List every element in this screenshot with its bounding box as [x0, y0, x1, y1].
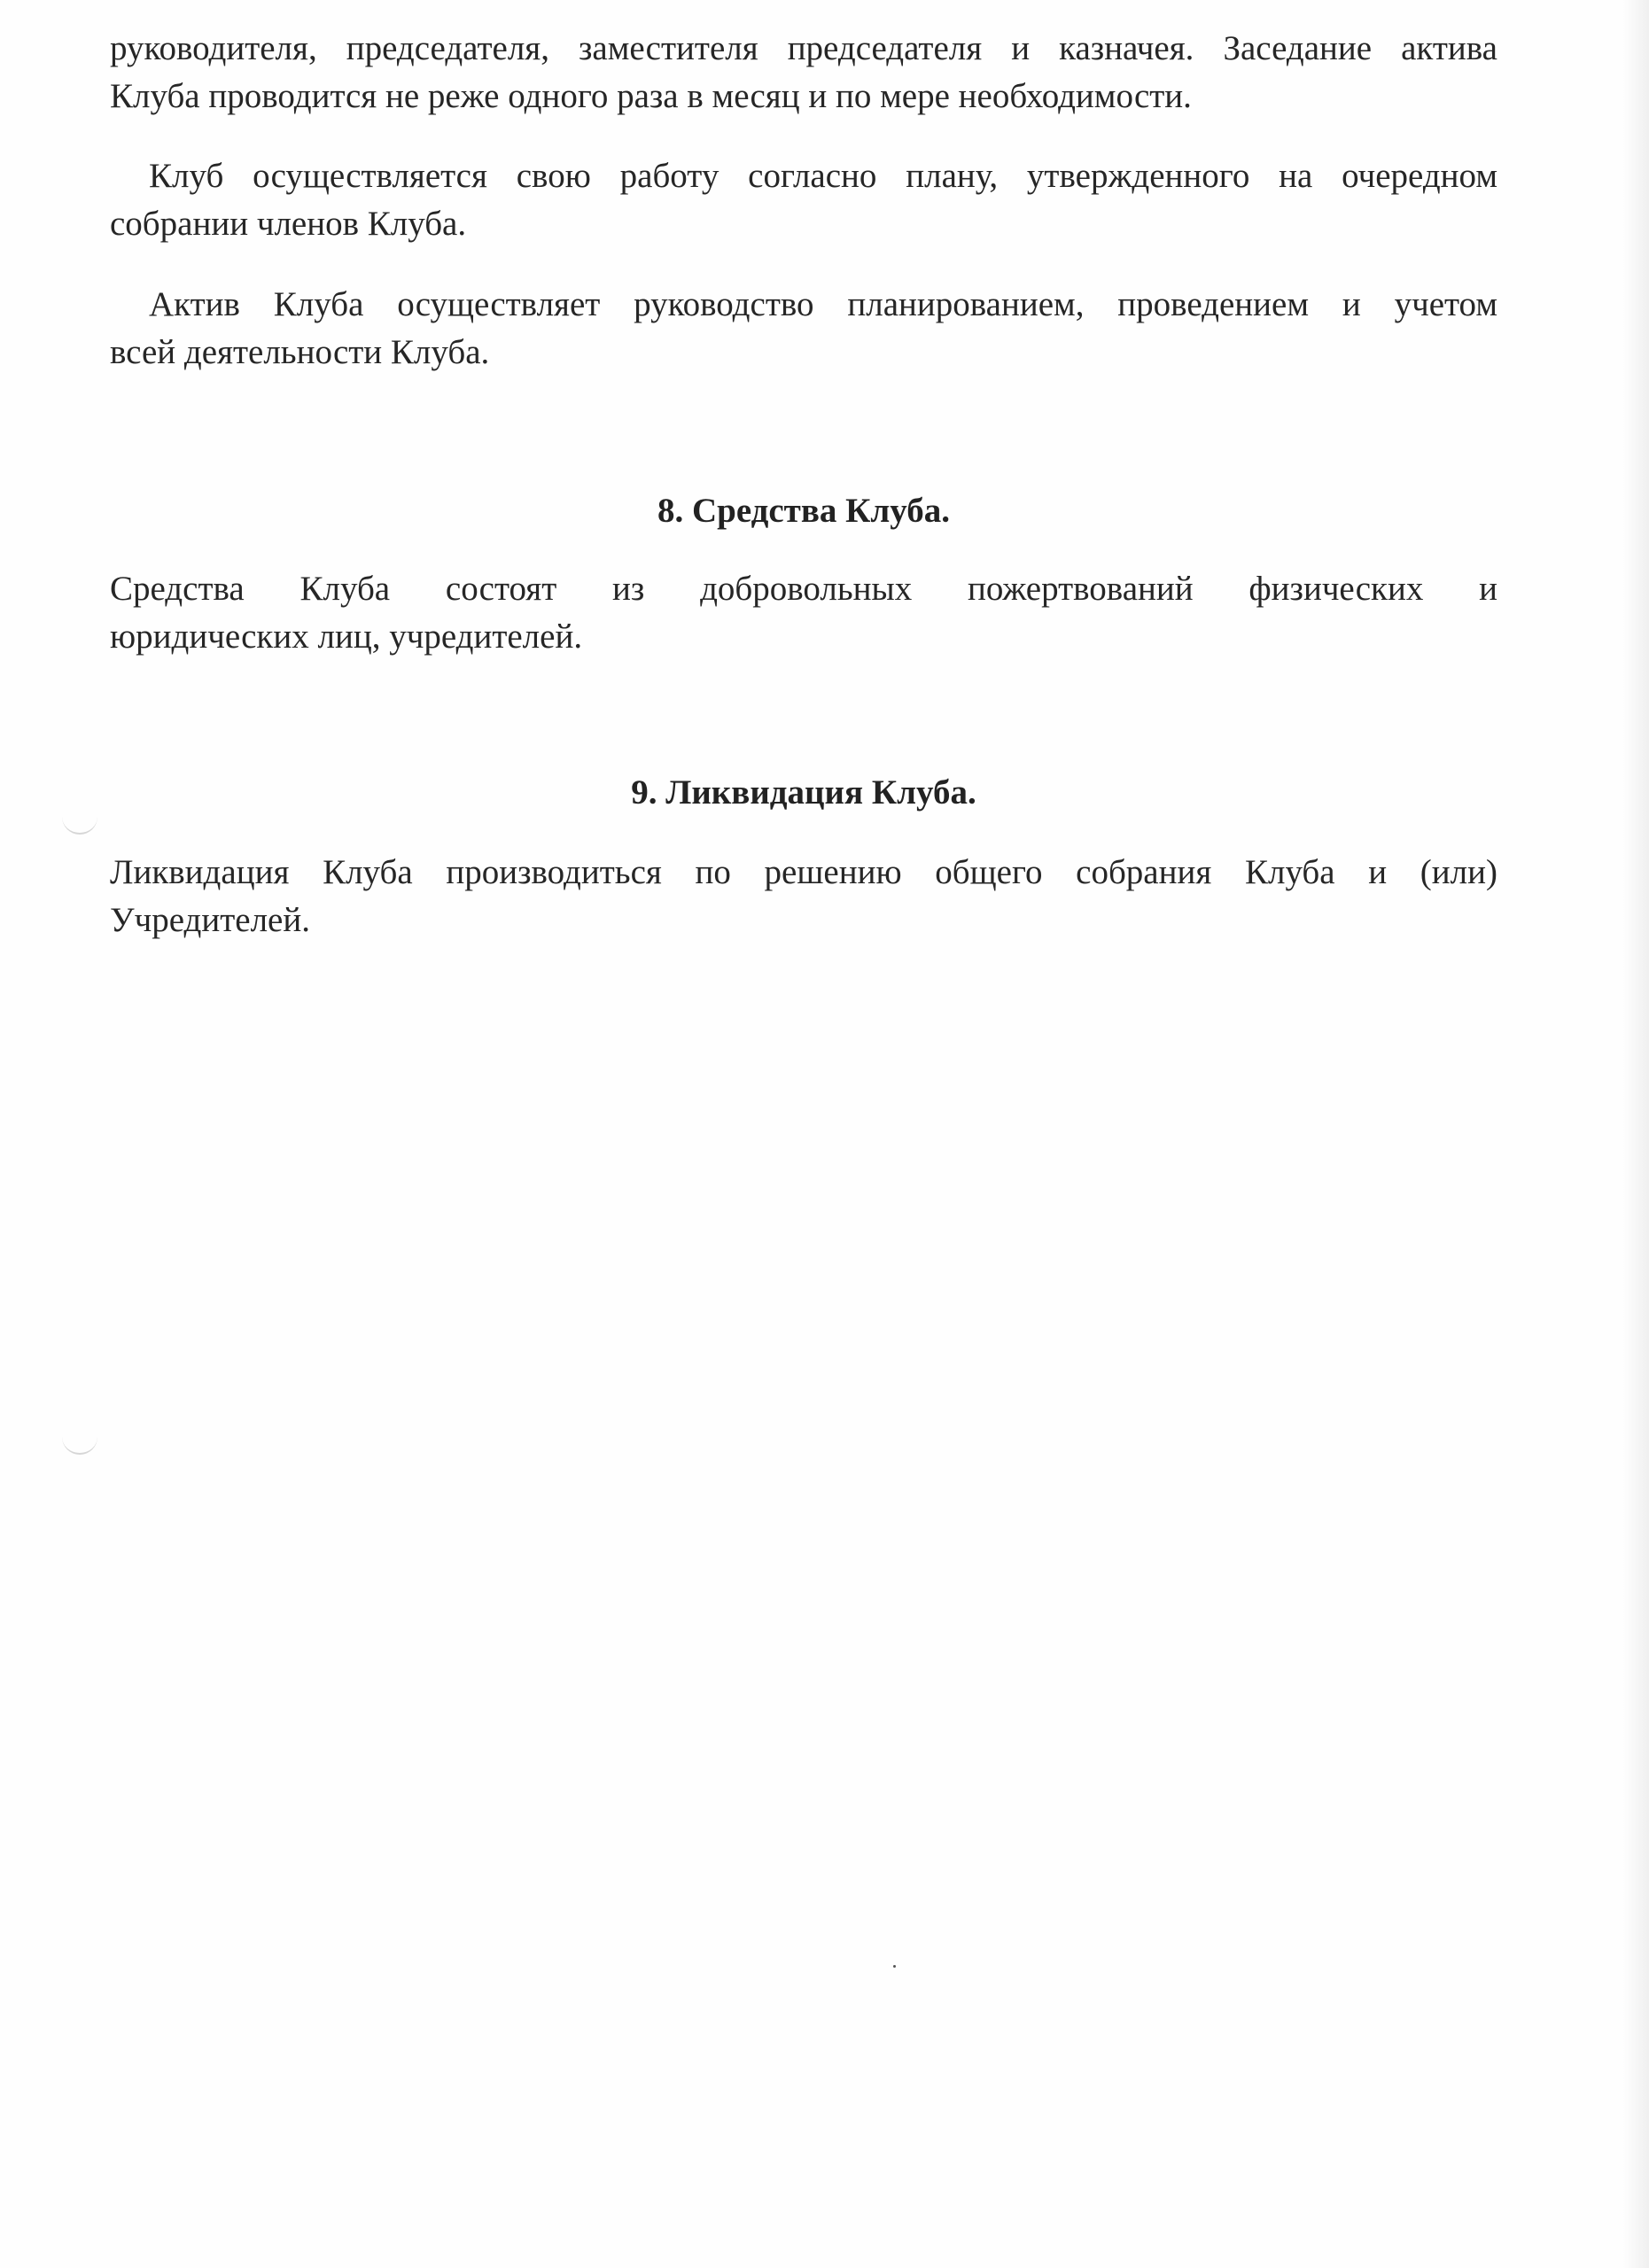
paragraph-line: Ликвидация Клуба производиться по решению общего собрания Клуба и (или)	[110, 853, 1497, 891]
scan-speck	[893, 1965, 896, 1968]
paragraph-line: всей деятельности Клуба.	[110, 333, 490, 371]
section-heading-club-funds: 8. Средства Клуба.	[657, 492, 951, 530]
section-heading-club-liquidation: 9. Ликвидация Клуба.	[631, 773, 976, 812]
paragraph-line: собрании членов Клуба.	[110, 205, 467, 243]
punch-hole-mark	[62, 813, 97, 835]
paragraph-line: Средства Клуба состоят из добровольных пожертвований физических и	[110, 570, 1497, 608]
scan-edge-shadow	[1622, 0, 1649, 2268]
paragraph-line: Клуба проводится не реже одного раза в месяц и по мере необходимости.	[110, 77, 1192, 115]
paragraph-club-plan	[110, 152, 1497, 248]
paragraph-line: руководителя, председателя, заместителя председателя и казначея. Заседание актива	[110, 29, 1497, 67]
paragraph-line: Актив Клуба осуществляет руководство планированием, проведением и учетом	[149, 285, 1497, 323]
paragraph-club-funds	[110, 565, 1497, 661]
paragraph-club-liquidation	[110, 849, 1497, 944]
paragraph-line: Клуб осуществляется свою работу согласно плану, утвержденного на очередном	[149, 157, 1497, 195]
punch-hole-mark	[62, 1433, 97, 1455]
paragraph-line: Учредителей.	[110, 901, 310, 939]
paragraph-line: юридических лиц, учредителей.	[110, 617, 583, 656]
paragraph-activ-composition	[110, 25, 1497, 120]
paragraph-activ-management	[110, 281, 1497, 377]
